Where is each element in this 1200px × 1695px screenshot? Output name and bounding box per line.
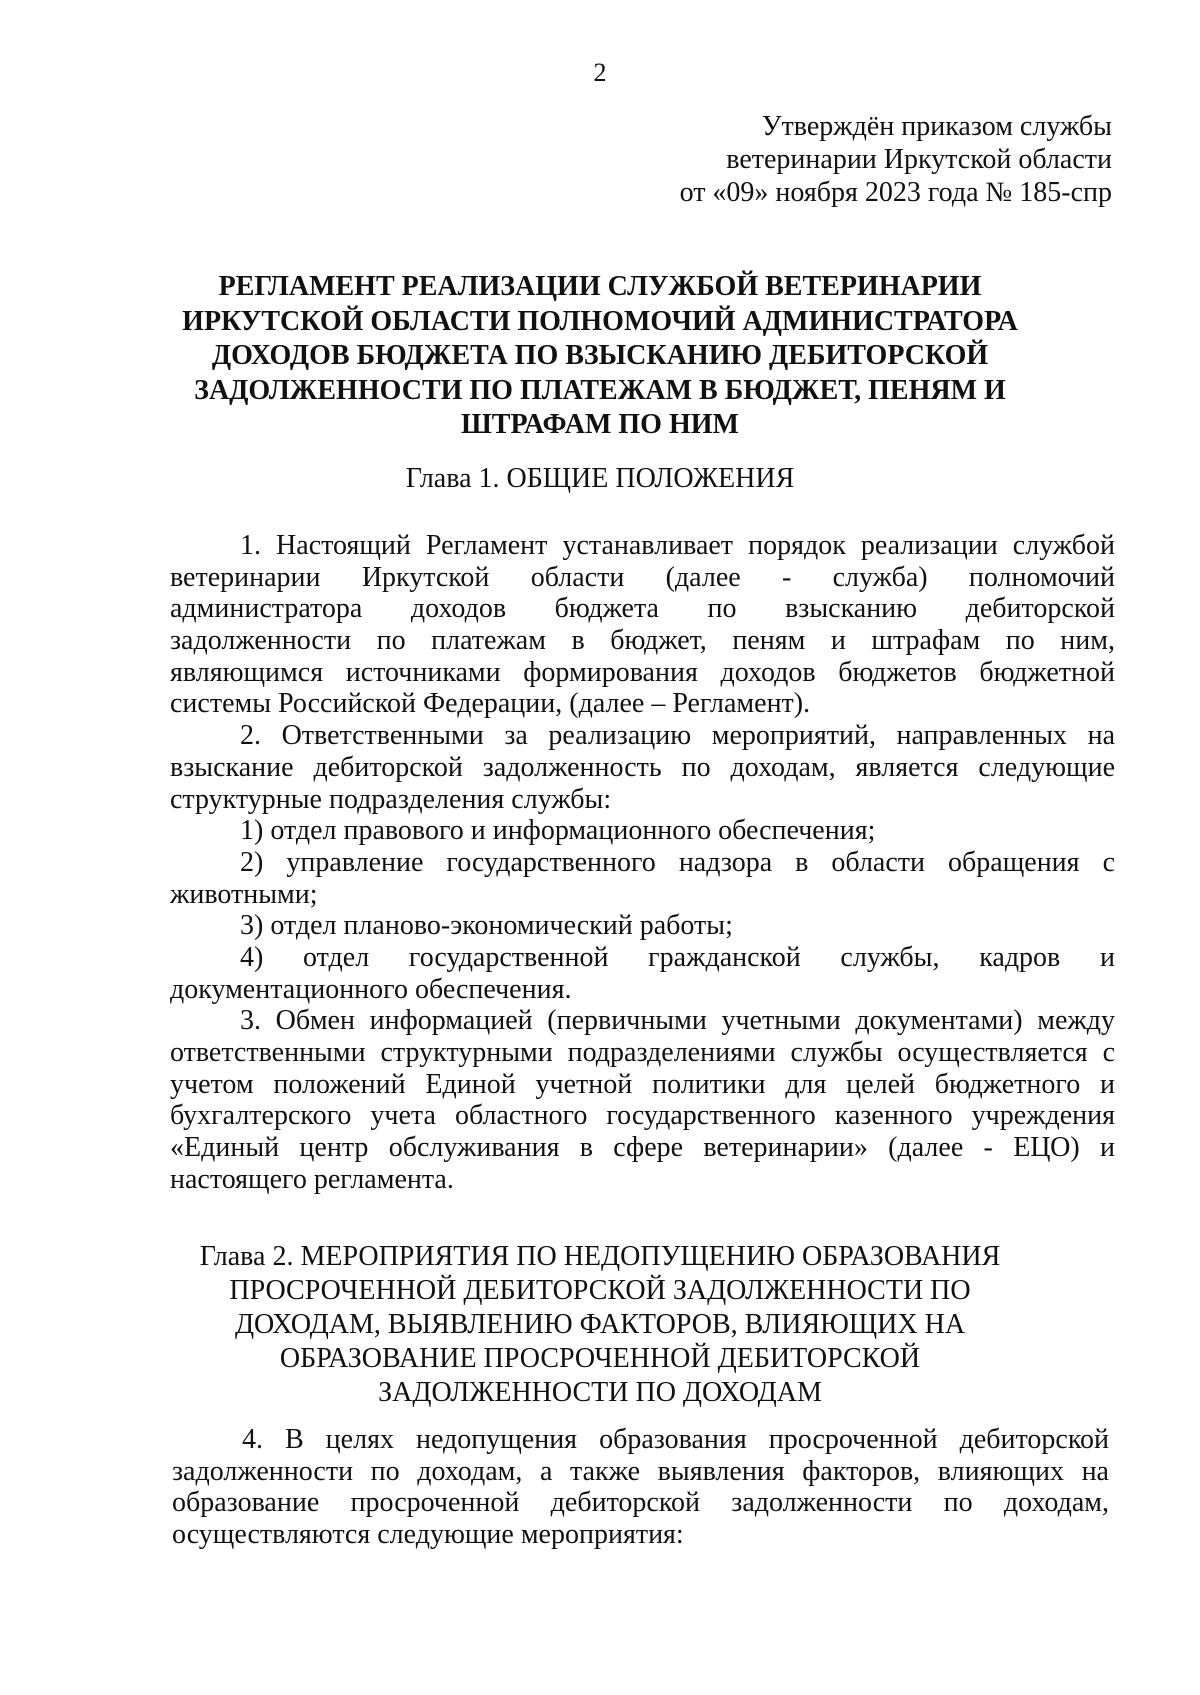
text-line: 2) управление государственного надзора в области обращения с	[240, 846, 1115, 878]
text-line: администратора доходов бюджета по взысканию дебиторской	[170, 593, 1115, 625]
chapter-heading-line: ПРОСРОЧЕННОЙ ДЕБИТОРСКОЙ ЗАДОЛЖЕННОСТИ ПО	[229, 1275, 971, 1306]
text-line: задолженности по платежам в бюджет, пеням и штрафам по ним,	[170, 625, 1115, 657]
text-line: задолженности по доходам, а также выявления факторов, влияющих на	[172, 1455, 1109, 1487]
title-line: ИРКУТСКОЙ ОБЛАСТИ ПОЛНОМОЧИЙ АДМИНИСТРАТОРА	[182, 305, 1018, 337]
title-line: ЗАДОЛЖЕННОСТИ ПО ПЛАТЕЖАМ В БЮДЖЕТ, ПЕНЯМ И	[194, 374, 1006, 406]
text-line: взыскание дебиторской задолженность по доходам, является следующие	[170, 751, 1115, 783]
text-line: ответственными структурными подразделениями службы осуществляется с	[170, 1037, 1115, 1068]
text-line: документационного обеспечения.	[170, 973, 572, 1005]
text-line: настоящего регламента.	[170, 1163, 454, 1195]
chapter-heading-line: ДОХОДАМ, ВЫЯВЛЕНИЮ ФАКТОРОВ, ВЛИЯЮЩИХ НА	[234, 1309, 966, 1340]
text-line: 3) отдел планово-экономический работы;	[240, 910, 733, 942]
text-line: образование просроченной дебиторской задолженности по доходам,	[172, 1487, 1109, 1519]
page-number: 2	[593, 58, 607, 87]
chapter-1-heading	[150, 463, 1050, 495]
text-line: ветеринарии Иркутской области (далее - служба) полномочий	[170, 561, 1115, 593]
text-line: учетом положений Единой учетной политики для целей бюджетного и	[170, 1068, 1115, 1100]
text-line: 1. Настоящий Регламент устанавливает порядок реализации службой	[240, 530, 1115, 561]
title-line: РЕГЛАМЕНТ РЕАЛИЗАЦИИ СЛУЖБОЙ ВЕТЕРИНАРИИ	[218, 271, 982, 302]
approval-line: ветеринарии Иркутской области	[726, 144, 1112, 175]
text-line: системы Российской Федерации, (далее – Регламент).	[170, 688, 811, 720]
text-line: 4. В целях недопущения образования просроченной дебиторской	[242, 1424, 1109, 1455]
chapter-heading-line: ОБРАЗОВАНИЕ ПРОСРОЧЕННОЙ ДЕБИТОРСКОЙ	[279, 1343, 921, 1374]
title-line: ДОХОДОВ БЮДЖЕТА ПО ВЗЫСКАНИЮ ДЕБИТОРСКОЙ	[211, 340, 989, 371]
approval-line: от «09» ноября 2023 года № 185-спр	[679, 177, 1112, 208]
document-title	[150, 270, 1050, 443]
chapter-heading-line: Глава 1. ОБЩИЕ ПОЛОЖЕНИЯ	[405, 463, 795, 494]
approval-line: Утверждён приказом службы	[761, 111, 1112, 142]
text-line: 2. Ответственными за реализацию мероприятий, направленных на	[240, 720, 1115, 752]
title-line: ШТРАФАМ ПО НИМ	[461, 409, 739, 440]
text-line: животными;	[170, 878, 318, 910]
approval-stamp-text	[552, 110, 1112, 209]
text-line: 3. Обмен информацией (первичными учетными документами) между	[240, 1005, 1115, 1037]
text-line: структурные подразделения службы:	[170, 783, 612, 815]
chapter-heading-line: ЗАДОЛЖЕННОСТИ ПО ДОХОДАМ	[378, 1377, 822, 1408]
text-line: осуществляются следующие мероприятия:	[172, 1519, 684, 1551]
text-line: «Единый центр обслуживания в сфере ветеринарии» (далее - ЕЦО) и	[170, 1132, 1115, 1164]
text-line: бухгалтерского учета областного государственного казенного учреждения	[170, 1100, 1115, 1132]
text-line: являющимся источниками формирования доходов бюджетов бюджетной	[170, 656, 1115, 688]
text-line: 1) отдел правового и информационного обеспечения;	[240, 815, 876, 847]
chapter-1-body	[170, 530, 1115, 1195]
chapter-heading-line: Глава 2. МЕРОПРИЯТИЯ ПО НЕДОПУЩЕНИЮ ОБРАЗОВАНИЯ	[199, 1241, 1001, 1272]
chapter-2-body	[172, 1424, 1109, 1551]
text-line: 4) отдел государственной гражданской службы, кадров и	[240, 941, 1115, 973]
chapter-2-heading	[150, 1240, 1050, 1410]
